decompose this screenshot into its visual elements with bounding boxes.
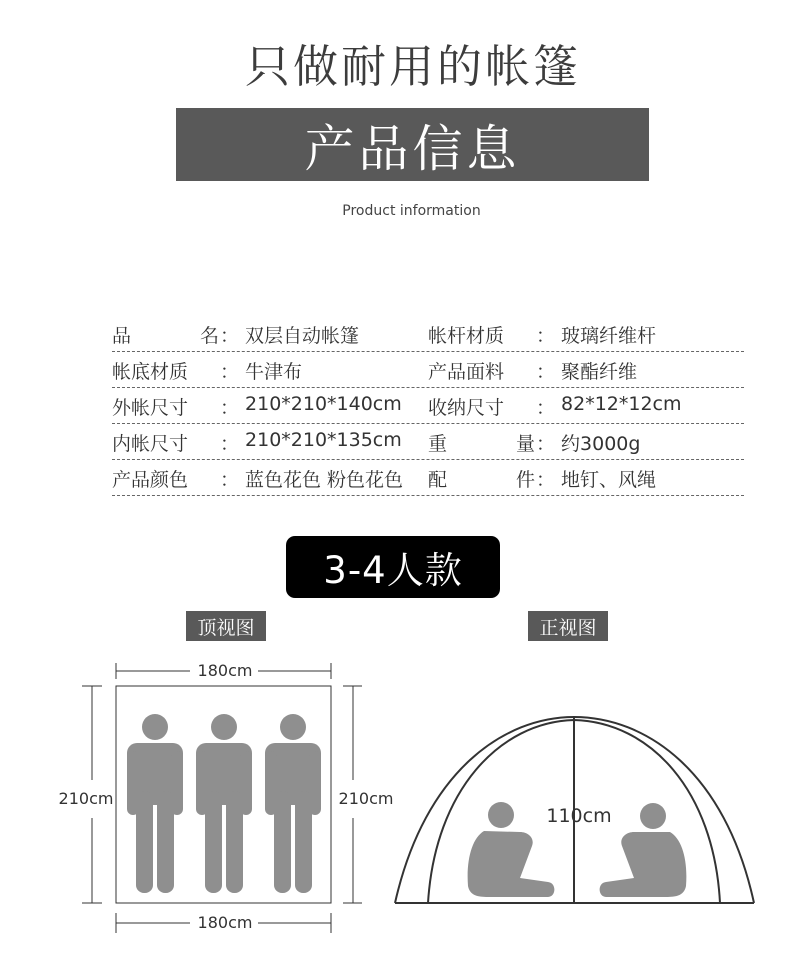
- spec-cell: [112, 321, 428, 348]
- spec-separator: ：: [536, 397, 556, 419]
- spec-cell: [112, 429, 428, 456]
- spec-separator: ：: [536, 433, 556, 455]
- spec-key: 产品面料: [428, 361, 505, 383]
- spec-value: 210*210*140cm: [245, 393, 402, 415]
- spec-key-char: 名: [199, 325, 219, 347]
- spec-cell: [112, 357, 428, 384]
- spec-value: 地钉、风绳: [561, 469, 657, 491]
- bottom-width-label: 180cm: [197, 913, 253, 932]
- people-group: [127, 714, 321, 893]
- spec-table: [112, 316, 744, 496]
- top-view-label: 顶视图: [186, 611, 266, 641]
- spec-key-char: 重: [428, 433, 448, 455]
- spec-key: 外帐尺寸: [112, 397, 189, 419]
- section-banner-label: 产品信息: [304, 119, 521, 178]
- spec-cell: [428, 357, 744, 384]
- sitting-person-icon: [600, 803, 687, 897]
- spec-cell: [428, 429, 744, 456]
- spec-separator: ：: [220, 397, 240, 419]
- spec-separator: ：: [220, 469, 240, 491]
- spec-key-char: 品: [112, 325, 132, 347]
- spec-cell: [428, 393, 744, 420]
- spec-value: 蓝色花色 粉色花色: [245, 469, 404, 491]
- spec-key: 内帐尺寸: [112, 433, 189, 455]
- spec-key: 帐杆材质: [428, 325, 505, 347]
- standing-person-icon: [265, 714, 321, 893]
- spec-key-char: 配: [428, 469, 448, 491]
- section-banner: [176, 108, 649, 181]
- standing-person-icon: [127, 714, 183, 893]
- spec-separator: ：: [220, 433, 240, 455]
- spec-separator: ：: [536, 325, 556, 347]
- spec-value: 聚酯纤维: [561, 361, 638, 383]
- sitting-person-icon: [468, 802, 555, 897]
- spec-key: 收纳尺寸: [428, 397, 505, 419]
- tent-diagrams: [0, 650, 790, 961]
- spec-key-char: 件: [515, 469, 535, 491]
- spec-key: [112, 321, 219, 348]
- spec-value: 双层自动帐篷: [245, 325, 360, 347]
- spec-cell: [112, 465, 428, 492]
- section-subtitle: Product information: [342, 203, 481, 219]
- spec-key: 产品颜色: [112, 469, 189, 491]
- spec-separator: ：: [220, 325, 240, 347]
- spec-separator: ：: [536, 469, 556, 491]
- right-depth-label: 210cm: [338, 789, 394, 808]
- spec-value: 牛津布: [245, 361, 303, 383]
- spec-key: [428, 429, 535, 456]
- front-view-label: 正视图: [528, 611, 608, 641]
- tent-height-label: 110cm: [546, 805, 612, 827]
- spec-key: [428, 465, 535, 492]
- spec-row: [112, 352, 744, 388]
- standing-person-icon: [196, 714, 252, 893]
- spec-separator: ：: [536, 361, 556, 383]
- spec-value: 约3000g: [561, 433, 641, 455]
- spec-cell: [428, 465, 744, 492]
- spec-value: 玻璃纤维杆: [561, 325, 657, 347]
- spec-row: [112, 424, 744, 460]
- spec-separator: ：: [220, 361, 240, 383]
- spec-row: [112, 316, 744, 352]
- spec-cell: [112, 393, 428, 420]
- page-title: 只做耐用的帐篷: [244, 40, 581, 93]
- spec-value: 82*12*12cm: [561, 393, 682, 415]
- spec-value: 210*210*135cm: [245, 429, 402, 451]
- top-width-label: 180cm: [197, 661, 253, 680]
- spec-key: 帐底材质: [112, 361, 189, 383]
- spec-key-char: 量: [515, 433, 535, 455]
- spec-cell: [428, 321, 744, 348]
- left-depth-label: 210cm: [58, 789, 114, 808]
- model-badge-label: 3-4人款: [323, 549, 463, 592]
- model-badge: [286, 536, 500, 598]
- spec-row: [112, 460, 744, 496]
- spec-row: [112, 388, 744, 424]
